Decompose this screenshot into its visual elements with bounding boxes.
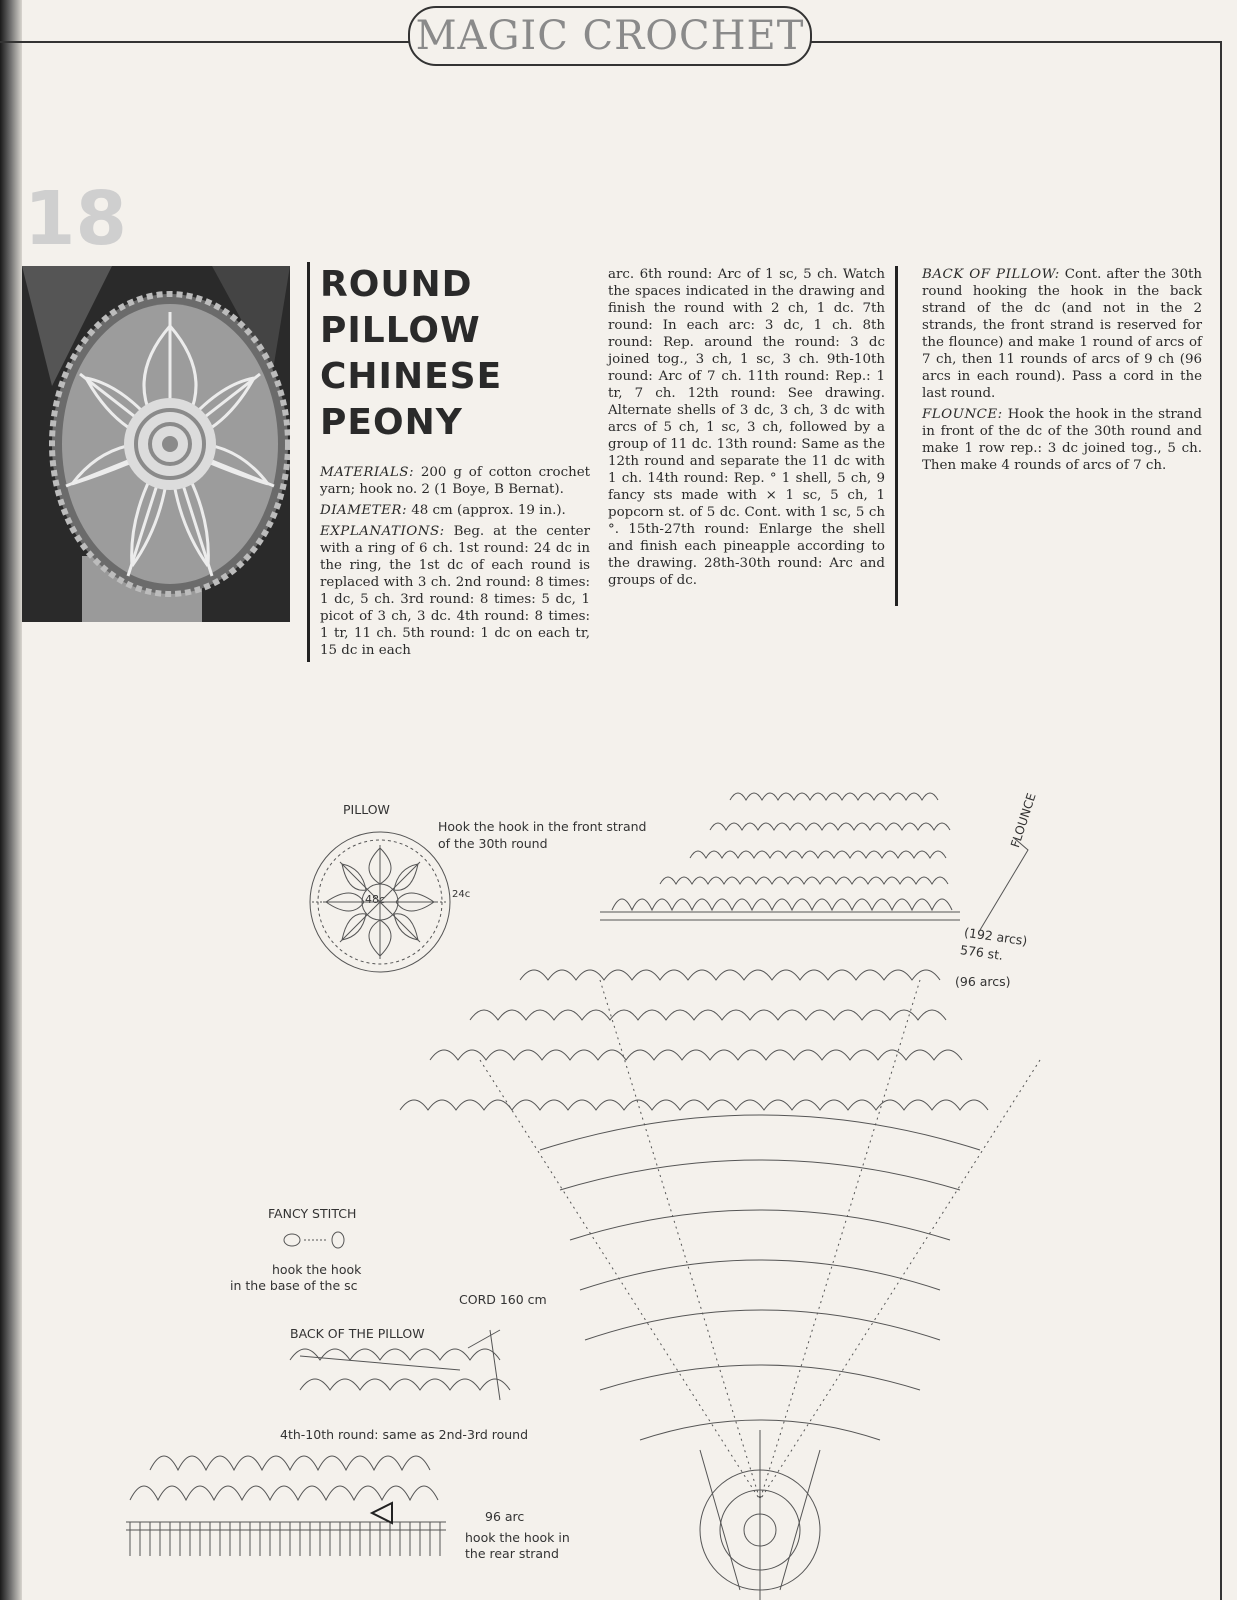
stitches-576-label: 576 st.	[959, 942, 1005, 963]
explanations-label: EXPLANATIONS:	[320, 524, 445, 539]
materials-text: 200 g of cotton crochet yarn; hook no. 2 (1 Boye, B Bernat).	[320, 465, 591, 497]
pillow-photo	[22, 266, 290, 622]
fancy-stitch-note: in the base of the sc	[230, 1278, 358, 1293]
rounds-note: 4th-10th round: same as 2nd-3rd round	[280, 1427, 529, 1442]
explanations-column-2	[608, 266, 898, 606]
fancy-stitch-symbol	[284, 1232, 344, 1248]
page-header: MAGIC CROCHET	[408, 6, 812, 66]
arc-96-label: 96 arc	[485, 1509, 525, 1524]
back-of-pillow-diagram-label: BACK OF THE PILLOW	[290, 1326, 425, 1341]
main-fan-chart	[400, 970, 1040, 1600]
diameter-paragraph	[320, 502, 590, 519]
pattern-number: 18	[24, 176, 127, 262]
pillow-diameter-label: 48c	[365, 893, 386, 906]
rear-strand-note: the rear strand	[465, 1546, 559, 1561]
fancy-stitch-note: hook the hook	[272, 1262, 362, 1277]
rear-strand-note: hook the hook in	[465, 1530, 570, 1545]
back-of-pillow-paragraph	[922, 266, 1202, 402]
pillow-edge-mark: 24c	[452, 889, 471, 900]
fancy-stitch-label: FANCY STITCH	[268, 1206, 357, 1221]
front-strand-note: Hook the hook in the front strand	[438, 819, 647, 834]
flounce-diagram-label: FLOUNCE	[1008, 791, 1039, 850]
pillow-photo-art	[22, 266, 290, 622]
title-line: CHINESE	[320, 356, 503, 397]
back-of-pillow-chart	[126, 1330, 510, 1556]
back-and-flounce-column	[922, 266, 1202, 478]
title-line: PEONY	[320, 402, 463, 443]
flounce-label: FLOUNCE:	[922, 407, 1003, 422]
explanations-continued: arc. 6th round: Arc of 1 sc, 5 ch. Watch the spaces indicated in the drawing and finish the round with 2 ch, 1 dc. 7th round: In each arc: 3 dc, 1 ch. 8th round: Rep. around the round: 3 dc joined tog., 3 ch, 1 sc, 3 ch. 9th-10th round: Arc of 7 ch. 11th round: Rep.: 1 tr, 7 ch. 12th round: See drawing. Alternate shells of 3 dc, 3 ch, 3 dc with arcs of 5 ch, 1 sc, 3 ch, followed by a group of 11 dc. 13th round: Same as the 12th round and separate the 11 dc with 1 ch. 14th round: Rep. ° 1 shell, 5 ch, 9 fancy sts made with × 1 sc, 5 ch, 1 popcorn st. of 5 dc. Cont. with 1 sc, 5 ch °. 15th-27th round: Enlarge the shell and finish each pineapple according to the drawing. 28th-30th round: Arc and groups of dc.	[608, 267, 885, 588]
flounce-paragraph	[922, 406, 1202, 474]
back-of-pillow-label: BACK OF PILLOW:	[922, 267, 1060, 282]
pattern-title	[320, 262, 593, 446]
page-frame-right	[1220, 41, 1222, 1600]
cord-label: CORD 160 cm	[459, 1292, 547, 1307]
title-line: PILLOW	[320, 310, 481, 351]
diameter-text: 48 cm (approx. 19 in.).	[411, 503, 566, 518]
flounce-text: Hook the hook in the strand in front of the dc of the 30th round and make 1 row rep.: 3 dc joined tog., 5 ch. Then make 4 rounds of arcs of 7 ch.	[922, 407, 1202, 473]
diameter-label: DIAMETER:	[320, 503, 407, 518]
title-line: ROUND	[320, 264, 473, 305]
book-spine-shadow	[0, 0, 22, 1600]
arcs-96-label: (96 arcs)	[955, 974, 1011, 989]
front-strand-note: of the 30th round	[438, 836, 548, 851]
materials-paragraph	[320, 464, 590, 498]
materials-column	[320, 464, 590, 659]
title-block	[307, 262, 593, 662]
back-of-pillow-text: Cont. after the 30th round hooking the hook in the back strand of the dc (and not in the 2 strands, the front strand is reserved for the flounce) and make 1 round of arcs of 7 ch, then 11 rounds of arcs of 9 ch (96 arcs in each round). Pass a cord in the last round.	[922, 267, 1202, 401]
pillow-label: PILLOW	[343, 802, 390, 817]
explanations-paragraph	[320, 523, 590, 659]
materials-label: MATERIALS:	[320, 465, 414, 480]
arcs-192-label: (192 arcs)	[963, 924, 1029, 949]
explanations-text: Beg. at the center with a ring of 6 ch. 1st round: 24 dc in the ring, the 1st dc of each round is replaced with 3 ch. 2nd round: 8 times: 1 dc, 5 ch. 3rd round: 8 times: 5 dc, 1 picot of 3 ch, 3 dc. 4th round: 8 times: 1 tr, 11 ch. 5th round: 1 dc on each tr, 15 dc in each	[320, 524, 590, 658]
flounce-arcs	[600, 793, 1028, 930]
